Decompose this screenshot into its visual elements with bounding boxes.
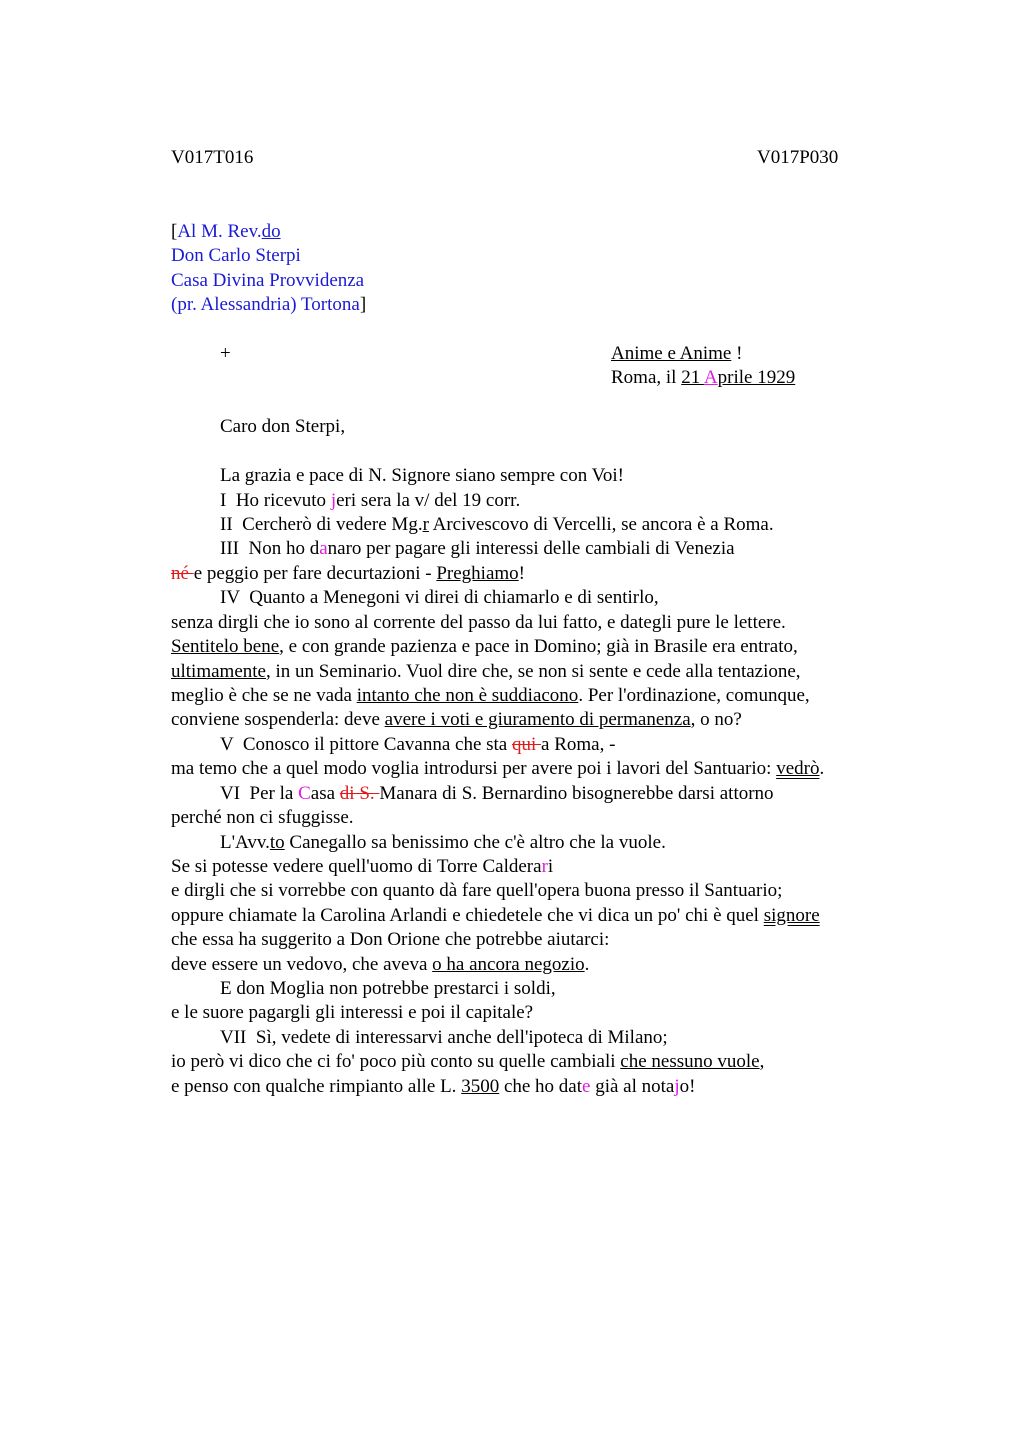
text-run: e peggio per fare decurtazioni - [193, 563, 437, 584]
text-run: I Ho ricevuto [220, 490, 331, 511]
body-line [220, 537, 735, 561]
correction: j [330, 490, 337, 511]
text-run: III Non ho d [220, 538, 320, 559]
body-line: IV Quanto a Menegoni vi direi di chiamarlo e di sentirlo, [220, 587, 659, 608]
body-line [171, 660, 801, 684]
text-run: meglio è che se ne vada [171, 685, 357, 706]
body-line: VII Sì, vedete di interessarvi anche dell'ipoteca di Milano; [220, 1027, 668, 1048]
code-left: V017T016 [171, 147, 254, 168]
body-line: perché non ci sfuggisse. [171, 807, 354, 828]
text-run: o! [679, 1076, 696, 1097]
text-run: i [547, 856, 554, 877]
text-run: . [819, 758, 825, 779]
address-line-3: Casa Divina Provvidenza [171, 270, 365, 291]
dateline-rest: prile 1929 [717, 367, 796, 388]
address-line-1 [171, 220, 281, 244]
text-run: , [759, 1051, 765, 1072]
deleted-text: né [171, 563, 194, 584]
address-city: (pr. Alessandria) Tortona [171, 294, 360, 315]
body-line [220, 831, 666, 855]
body-line [220, 513, 774, 537]
dateline-correction: A [703, 367, 718, 388]
motto-text: Anime e Anime [611, 343, 732, 364]
text-run: a Roma, - [541, 734, 616, 755]
body-line [171, 953, 589, 977]
correction: C [298, 783, 311, 804]
underlined-text: r [422, 514, 429, 535]
correction: j [674, 1076, 680, 1097]
underlined-text: Sentitelo bene [171, 636, 280, 657]
body-line [171, 562, 525, 586]
code-right: V017P030 [757, 147, 839, 168]
underlined-text: intanto che non è suddiacono [356, 685, 579, 706]
text-run: II Cercherò di vedere Mg. [220, 514, 423, 535]
body-line [171, 708, 742, 732]
text-run: deve essere un vedovo, che aveva [171, 954, 433, 975]
cross-symbol: + [220, 343, 231, 364]
body-line [171, 855, 553, 879]
correction: a [319, 538, 328, 559]
salutation: Caro don Sterpi, [220, 416, 346, 437]
underlined-text: che nessuno vuole [620, 1051, 760, 1072]
correction: e [582, 1076, 591, 1097]
text-run: Canegallo sa benissimo che c'è altro che la vuole. [284, 832, 666, 853]
body-line: e le suore pagargli gli interessi e poi il capitale? [171, 1002, 534, 1023]
body-line [220, 489, 520, 513]
correction: r [541, 856, 548, 877]
text-run: che ho dat [499, 1076, 583, 1097]
text-run: VI Per la [220, 783, 299, 804]
body-line: E don Moglia non potrebbe prestarci i soldi, [220, 978, 556, 999]
underlined-text: Preghiamo [436, 563, 519, 584]
double-underlined-text: vedrò [776, 758, 820, 779]
motto [611, 342, 742, 366]
address-title-suffix: do [261, 221, 281, 242]
body-line [171, 1050, 764, 1074]
text-run: Manara di S. Bernardino bisognerebbe darsi attorno [379, 783, 774, 804]
body-line: che essa ha suggerito a Don Orione che potrebbe aiutarci: [171, 929, 610, 950]
address-line-4 [171, 293, 366, 317]
body-line [171, 684, 810, 708]
dateline [611, 366, 795, 390]
text-run: . [584, 954, 590, 975]
text-run: già al nota [590, 1076, 675, 1097]
bracket-close: ] [359, 294, 367, 315]
text-run: asa [310, 783, 340, 804]
address-title: Al M. Rev. [177, 221, 262, 242]
text-run: ma temo che a quel modo voglia introdursi per avere poi i lavori del Santuario: [171, 758, 777, 779]
body-line [171, 635, 798, 659]
address-line-2: Don Carlo Sterpi [171, 245, 301, 266]
body-line [220, 733, 615, 757]
text-run: , in un Seminario. Vuol dire che, se non si sente e cede alla tentazione, [265, 661, 801, 682]
text-run: naro per pagare gli interessi delle cambiali di Venezia [327, 538, 735, 559]
text-run: . Per l'ordinazione, comunque, [578, 685, 810, 706]
text-run: conviene sospenderla: deve [171, 709, 385, 730]
body-line: senza dirgli che io sono al corrente del passo da lui fatto, e dategli pure le lettere. [171, 612, 786, 633]
deleted-text: di S. [339, 783, 380, 804]
text-run: io però vi dico che ci fo' poco più conto su quelle cambiali [171, 1051, 621, 1072]
dateline-day: 21 [681, 367, 704, 388]
text-run: L'Avv. [220, 832, 270, 853]
text-run: Se si potesse vedere quell'uomo di Torre Caldera [171, 856, 542, 877]
motto-excl: ! [731, 343, 743, 364]
text-run: V Conosco il pittore Cavanna che sta [220, 734, 512, 755]
body-line [171, 757, 824, 781]
text-run: e penso con qualche rimpianto alle L. [171, 1076, 462, 1097]
text-run: ! [518, 563, 525, 584]
double-underlined-text: signore [763, 905, 820, 926]
underlined-text: 3500 [461, 1076, 500, 1097]
body-line: La grazia e pace di N. Signore siano sempre con Voi! [220, 465, 624, 486]
underlined-text: ultimamente [171, 661, 266, 682]
text-run: Arcivescovo di Vercelli, se ancora è a Roma. [428, 514, 774, 535]
body-line [171, 1075, 695, 1099]
underlined-text: o ha ancora negozio [432, 954, 585, 975]
underlined-text: avere i voti e giuramento di permanenza [384, 709, 691, 730]
text-run: oppure chiamate la Carolina Arlandi e chiedetele che vi dica un po' chi è quel [171, 905, 764, 926]
text-run: , e con grande pazienza e pace in Domino; già in Brasile era entrato, [279, 636, 798, 657]
body-line [171, 904, 820, 928]
deleted-text: qui [511, 734, 542, 755]
text-run: eri sera la v/ del 19 corr. [336, 490, 521, 511]
body-line [220, 782, 774, 806]
text-run: , o no? [690, 709, 742, 730]
underlined-text: to [269, 832, 285, 853]
bracket-open: [ [171, 221, 178, 242]
dateline-pre: Roma, il [611, 367, 682, 388]
body-line: e dirgli che si vorrebbe con quanto dà fare quell'opera buona presso il Santuario; [171, 880, 783, 901]
